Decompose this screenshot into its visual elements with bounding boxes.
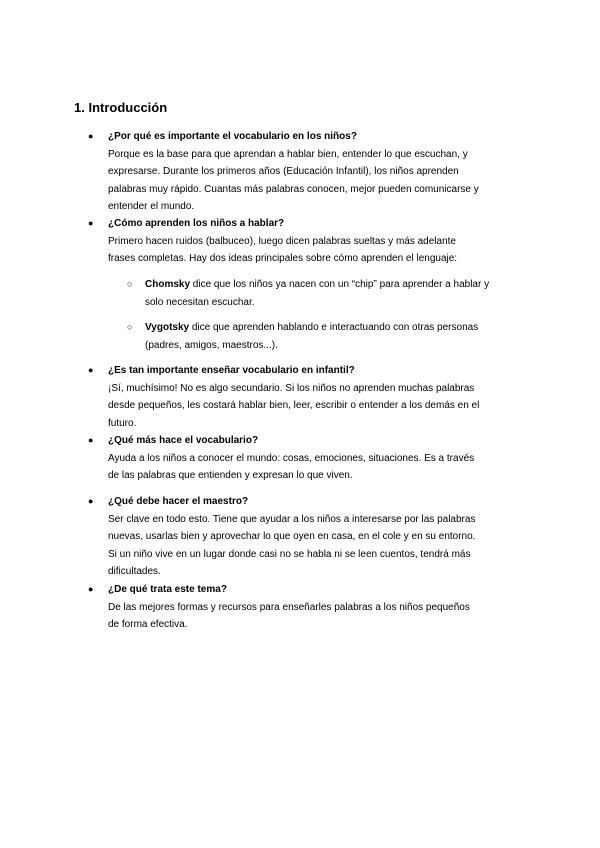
list-item bbox=[88, 432, 528, 485]
section-heading: 1. Introducción bbox=[74, 100, 168, 115]
item-text-line: Ser clave en todo esto. Tiene que ayudar a los niños a interesarse por las palabras bbox=[108, 513, 476, 525]
list-item bbox=[88, 581, 528, 634]
item-text-line: palabras muy rápido. Cuantas más palabras conocen, mejor pueden comunicarse y bbox=[108, 183, 479, 195]
item-question: ¿Por qué es importante el vocabulario en los niños? bbox=[108, 131, 357, 142]
bullet-icon: ● bbox=[88, 584, 94, 594]
sub-item-text-line: (padres, amigos, maestros...). bbox=[145, 339, 278, 351]
bullet-icon: ● bbox=[88, 435, 94, 445]
item-text-line: entender el mundo. bbox=[108, 201, 195, 212]
item-question: ¿Es tan importante enseñar vocabulario en infantil? bbox=[108, 365, 355, 376]
item-text-line: Ayuda a los niños a conocer el mundo: cosas, emociones, situaciones. Es a través bbox=[108, 452, 475, 464]
sub-item-term: Chomsky bbox=[145, 279, 191, 290]
item-text-line: De las mejores formas y recursos para enseñarles palabras a los niños pequeños bbox=[108, 601, 470, 613]
list-item bbox=[88, 493, 528, 581]
item-text-line: expresarse. Durante los primeros años (Educación Infantil), los niños aprenden bbox=[108, 166, 459, 177]
sub-item-text: dice que los niños ya nacen con un “chip” para aprender a hablar y bbox=[190, 279, 490, 290]
sub-list-item bbox=[127, 276, 535, 311]
sub-bullet-icon: ○ bbox=[127, 279, 133, 289]
item-text-line: Primero hacen ruidos (balbuceo), luego dicen palabras sueltas y más adelante bbox=[108, 235, 456, 247]
bullet-icon: ● bbox=[88, 365, 94, 375]
sub-list-item bbox=[127, 319, 535, 354]
list-item bbox=[88, 128, 528, 216]
item-question: ¿Qué más hace el vocabulario? bbox=[108, 435, 259, 446]
item-text-line: nuevas, usarlas bien y aprovechar lo que oyen en casa, en el cole y en su entorno. bbox=[108, 531, 476, 542]
sub-item-text: dice que aprenden hablando e interactuando con otras personas bbox=[189, 322, 479, 333]
bullet-icon: ● bbox=[88, 496, 94, 506]
bullet-icon: ● bbox=[88, 131, 94, 141]
item-text-line: Porque es la base para que aprendan a hablar bien, entender lo que escuchan, y bbox=[108, 148, 468, 160]
item-question: ¿Qué debe hacer el maestro? bbox=[108, 496, 249, 507]
item-text-line: desde pequeños, les costará hablar bien, leer, escribir o entender a los demás en el bbox=[108, 400, 480, 411]
list-item bbox=[88, 362, 528, 432]
item-text-line: futuro. bbox=[108, 417, 137, 429]
sub-item-term: Vygotsky bbox=[145, 322, 190, 333]
item-text-line: Si un niño vive en un lugar donde casi no se habla ni se leen cuentos, tendrá más bbox=[108, 548, 471, 560]
item-question: ¿Cómo aprenden los niños a hablar? bbox=[108, 218, 285, 229]
item-text-line: ¡Sí, muchísimo! No es algo secundario. Si los niños no aprenden muchas palabras bbox=[108, 382, 475, 394]
item-text-line: de las palabras que entienden y expresan lo que viven. bbox=[108, 470, 353, 481]
item-text-line: dificultades. bbox=[108, 566, 161, 577]
item-question: ¿De qué trata este tema? bbox=[108, 584, 227, 595]
list-item bbox=[88, 215, 528, 268]
item-text-line: frases completas. Hay dos ideas principales sobre cómo aprenden el lenguaje: bbox=[108, 253, 458, 264]
sub-bullet-icon: ○ bbox=[127, 322, 133, 332]
sub-item-text-line: solo necesitan escuchar. bbox=[145, 296, 255, 308]
item-text-line: de forma efectiva. bbox=[108, 619, 188, 630]
bullet-icon: ● bbox=[88, 218, 94, 228]
